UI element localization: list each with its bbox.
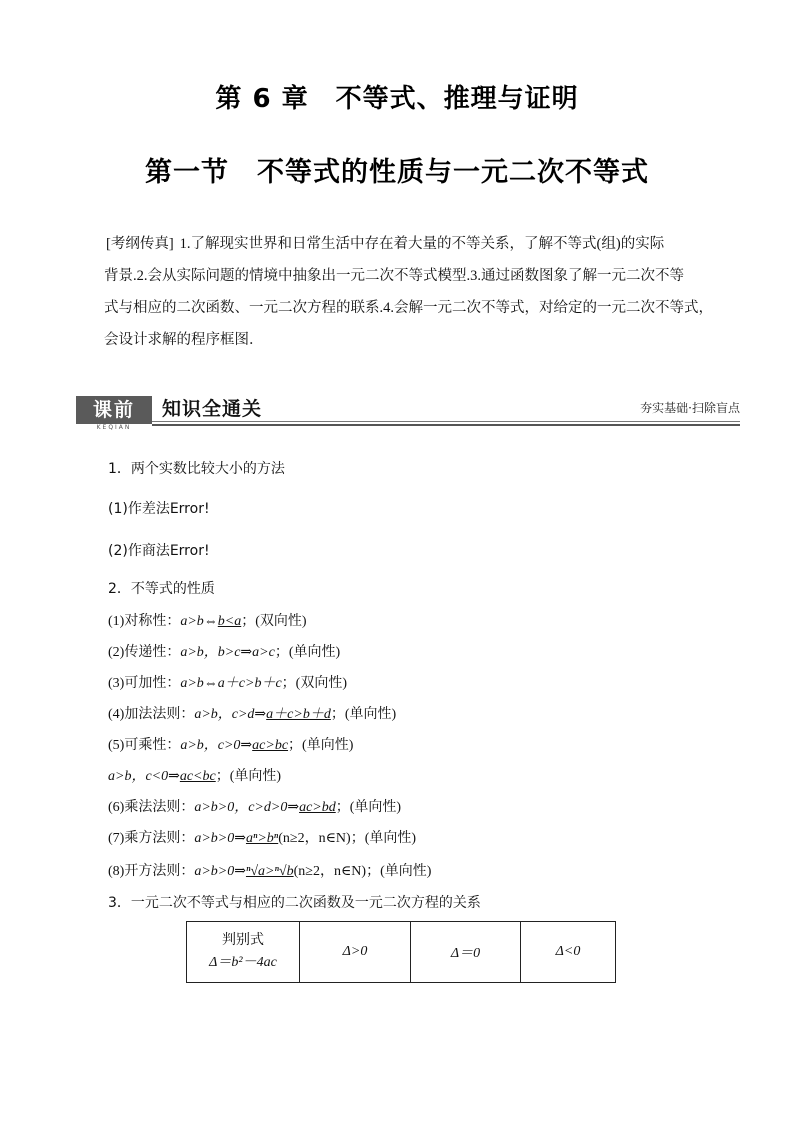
p7-pre: a>b>0⇒	[194, 831, 246, 846]
p2-answer: a>c	[252, 645, 275, 660]
syllabus-intro	[106, 228, 730, 356]
p8-note: (n≥2，n∈N)；(单向性)	[293, 864, 432, 879]
table-header-cell	[187, 922, 300, 983]
banner-slogan: 夯实基础·扫除盲点	[640, 401, 740, 415]
header-top: 判别式	[222, 933, 264, 948]
p3-label: (3)可加性：	[108, 676, 181, 691]
p3-pre: a>b⇔	[180, 676, 218, 691]
chapter-title: 第 6 章 不等式、推理与证明	[215, 84, 579, 114]
p5b-note: ；(单向性)	[215, 769, 282, 784]
p4-answer: a＋c>b＋d	[266, 707, 331, 722]
property-2	[108, 641, 340, 661]
table-col-zero: Δ＝0	[411, 922, 521, 983]
table-col-negative: Δ<0	[521, 922, 616, 983]
section-banner	[76, 393, 740, 433]
property-5b	[108, 765, 281, 785]
p5-label: (5)可乘性：	[108, 738, 181, 753]
banner-label: 课前	[76, 396, 152, 424]
intro-line-4: 会设计求解的程序框图．	[104, 332, 264, 348]
p7-label: (7)乘方法则：	[108, 831, 195, 846]
p8-label: (8)开方法则：	[108, 864, 195, 879]
p1-pre: a>b⇔	[180, 614, 218, 629]
section-title: 第一节 不等式的性质与一元二次不等式	[145, 157, 649, 188]
p7-note: (n≥2，n∈N)；(单向性)	[278, 831, 417, 846]
p1-label: (1)对称性：	[108, 614, 181, 629]
header-bottom: Δ＝b²－4ac	[209, 955, 277, 970]
p3-note: ；(双向性)	[281, 676, 347, 691]
p5-pre: a>b，c>0⇒	[180, 738, 253, 753]
banner-pinyin: KEQIAN	[96, 424, 132, 431]
s1-method-b: (2)作商法Error!	[108, 543, 210, 559]
intro-line-1-text: 1.了解现实世界和日常生活中存在着大量的不等关系，了解不等式(组)的实际	[179, 236, 665, 252]
p8-answer: ⁿ√a>ⁿ√b	[245, 864, 294, 879]
banner-heading: 知识全通关	[162, 398, 263, 420]
p3-answer: a＋c>b＋c	[217, 676, 282, 691]
p5-answer: ac>bc	[252, 738, 289, 753]
p8-pre: a>b>0⇒	[194, 864, 246, 879]
table-col-positive: Δ>0	[300, 922, 411, 983]
p2-pre: a>b，b>c⇒	[180, 645, 253, 660]
p5-note: ；(单向性)	[288, 738, 354, 753]
p6-note: ；(单向性)	[335, 800, 402, 815]
intro-line-3: 式与相应的二次函数、一元二次方程的联系.4.会解一元二次不等式，对给定的一元二次不等式，	[104, 300, 713, 316]
banner-rule-thick	[152, 424, 740, 426]
p4-pre: a>b，c>d⇒	[194, 707, 267, 722]
intro-line-2: 背景.2.会从实际问题的情境中抽象出一元二次不等式模型.3.通过函数图象了解一元二次不等	[104, 268, 684, 284]
p1-answer: b<a	[217, 614, 242, 629]
banner-rule	[152, 421, 740, 422]
intro-line-1	[106, 228, 730, 260]
property-8	[108, 860, 431, 880]
table-row	[187, 922, 616, 983]
p2-label: (2)传递性：	[108, 645, 181, 660]
property-5	[108, 734, 353, 754]
property-7	[108, 827, 416, 847]
p6-label: (6)乘法法则：	[108, 800, 195, 815]
p2-note: ；(单向性)	[274, 645, 341, 660]
s3-title: 3．一元二次不等式与相应的二次函数及一元二次方程的关系	[108, 895, 481, 911]
s1-method-a: (1)作差法Error!	[108, 501, 210, 517]
p5b-pre: a>b，c<0⇒	[108, 769, 180, 784]
discriminant-table	[186, 921, 616, 983]
property-3	[108, 672, 347, 692]
property-1	[108, 610, 307, 630]
p1-note: ；(双向性)	[241, 614, 307, 629]
property-6	[108, 796, 401, 816]
p6-answer: ac>bd	[299, 800, 336, 815]
p6-pre: a>b>0，c>d>0⇒	[194, 800, 300, 815]
p5b-answer: ac<bc	[179, 769, 216, 784]
property-4	[108, 703, 396, 723]
p4-note: ；(单向性)	[330, 707, 397, 722]
intro-tag: [考纲传真]	[106, 236, 174, 252]
s1-title: 1．两个实数比较大小的方法	[108, 461, 285, 477]
s2-title: 2．不等式的性质	[108, 581, 215, 597]
p7-answer: aⁿ>bⁿ	[245, 831, 279, 846]
p4-label: (4)加法法则：	[108, 707, 195, 722]
